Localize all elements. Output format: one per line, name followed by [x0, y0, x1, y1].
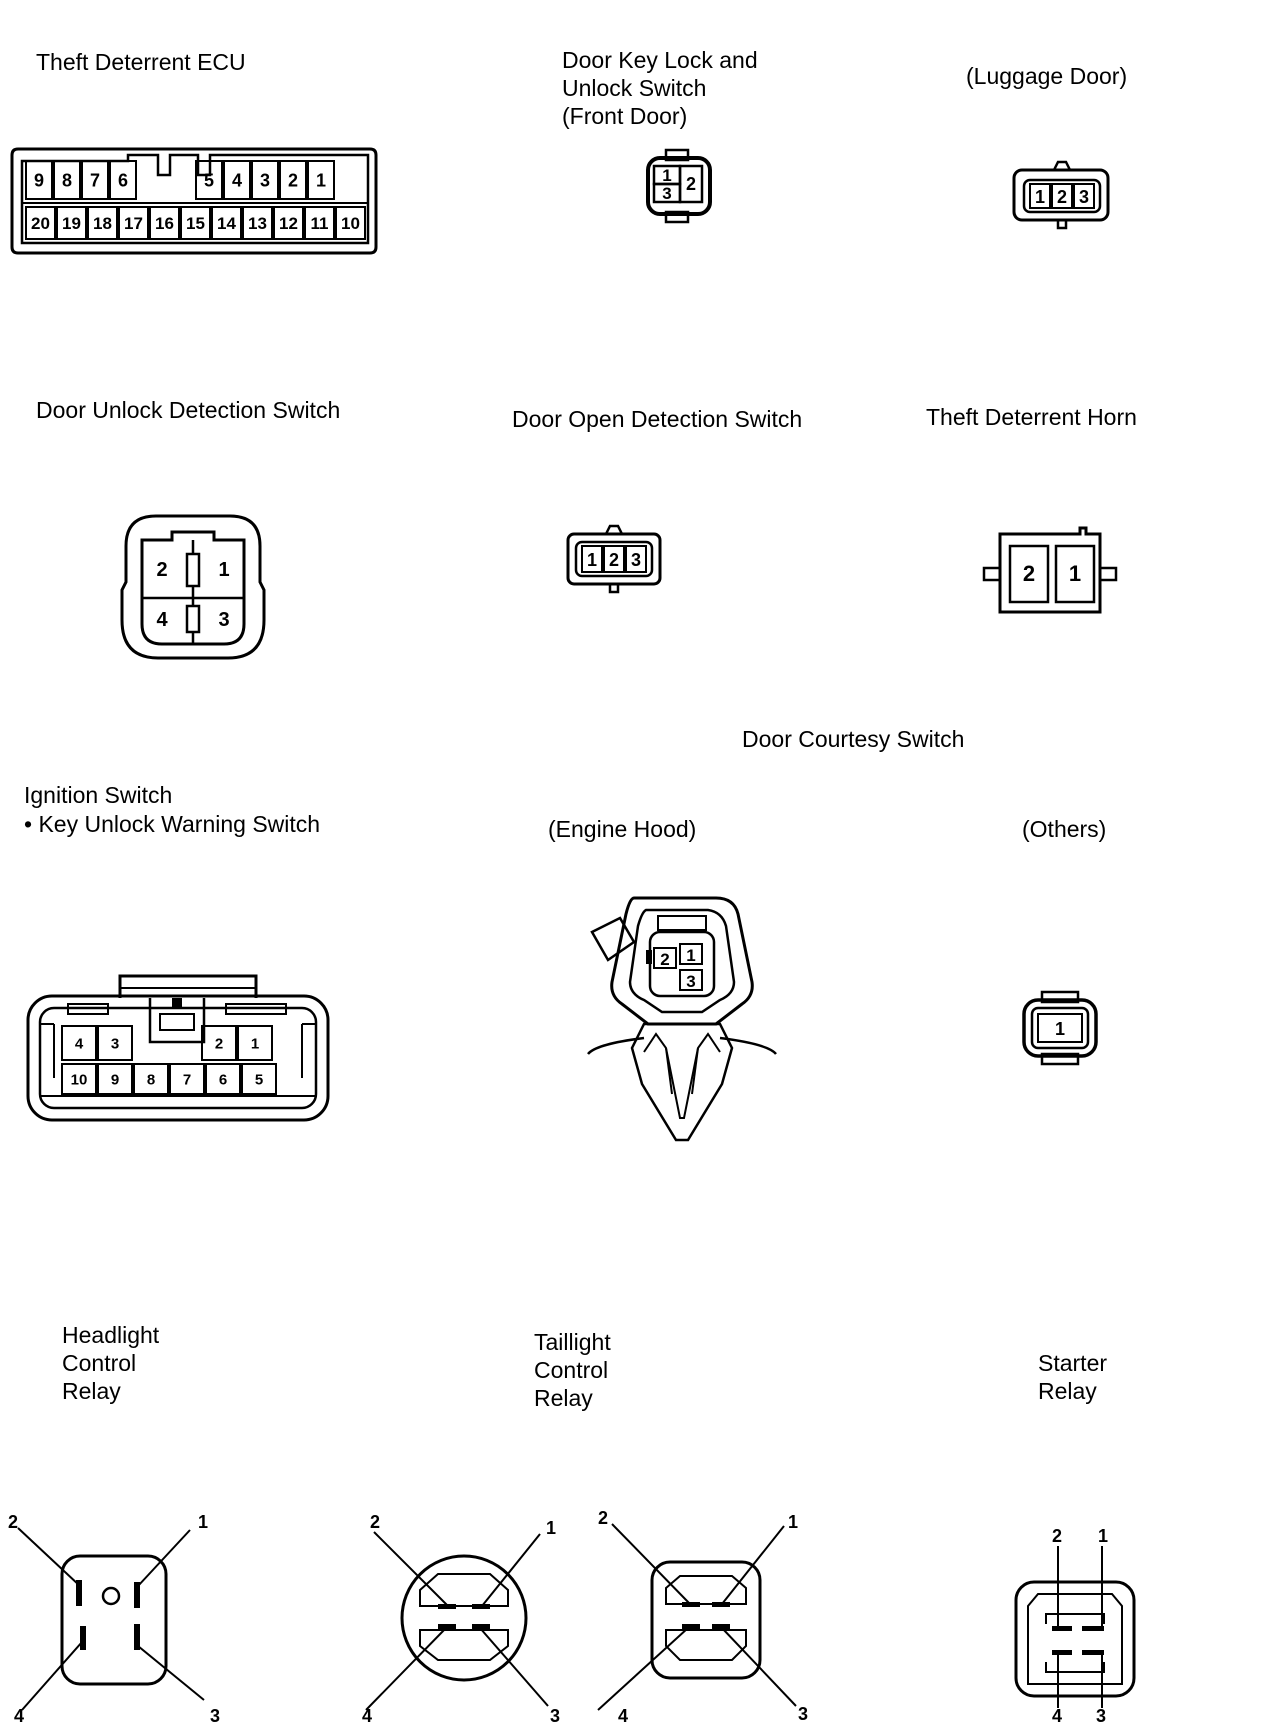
- open-detect-pin-1: 1: [586, 550, 598, 570]
- engine-hood-pin-3: 3: [686, 972, 696, 991]
- headlight-pin-2: 2: [8, 1512, 19, 1532]
- ecu-pin-12: 12: [279, 214, 298, 234]
- door-open-detection-connector: [564, 520, 664, 600]
- taillight-square-pin-3: 3: [798, 1704, 809, 1724]
- taillight-relay-label: Taillight Control Relay: [534, 1329, 611, 1411]
- ecu-pin-17: 17: [124, 214, 143, 234]
- open-detect-pin-3: 3: [630, 550, 642, 570]
- unlock-detect-pin-1: 1: [218, 559, 230, 581]
- unlock-detect-pin-3: 3: [218, 609, 230, 631]
- ecu-pin-9: 9: [33, 170, 45, 191]
- starter-relay-diagram: [1010, 1508, 1140, 1724]
- ecu-pin-20: 20: [31, 214, 50, 234]
- ecu-pin-15: 15: [186, 214, 205, 234]
- taillight-relay-square-diagram: [584, 1500, 814, 1724]
- horn-pin-2: 2: [1022, 561, 1036, 586]
- theft-ecu-label: Theft Deterrent ECU: [36, 49, 246, 75]
- ignition-pin-1: 1: [250, 1035, 260, 1053]
- ignition-pin-7: 7: [182, 1071, 192, 1089]
- starter-relay-label: Starter Relay: [1038, 1350, 1108, 1404]
- taillight-square-pin-1: 1: [788, 1512, 799, 1532]
- ignition-switch-connector: [24, 968, 334, 1128]
- others-label: (Others): [1022, 816, 1107, 842]
- headlight-relay-diagram: [0, 1500, 240, 1724]
- ignition-pin-6: 6: [218, 1071, 228, 1089]
- ecu-pin-7: 7: [89, 170, 101, 191]
- horn-pin-1: 1: [1068, 561, 1082, 586]
- door-open-detection-label: Door Open Detection Switch: [512, 406, 803, 432]
- unlock-detect-pin-4: 4: [156, 609, 168, 631]
- ecu-pin-5: 5: [203, 170, 215, 191]
- taillight-square-pin-2: 2: [598, 1508, 609, 1528]
- luggage-door-label: (Luggage Door): [966, 63, 1128, 89]
- headlight-pin-1: 1: [198, 1512, 209, 1532]
- door-key-lock-label: Door Key Lock and Unlock Switch (Front Door): [562, 47, 758, 129]
- ecu-pin-19: 19: [62, 214, 81, 234]
- starter-pin-3: 3: [1096, 1706, 1107, 1724]
- door-courtesy-label: Door Courtesy Switch: [742, 726, 965, 752]
- taillight-round-pin-1: 1: [546, 1518, 557, 1538]
- door-unlock-detection-label: Door Unlock Detection Switch: [36, 397, 341, 423]
- taillight-square-pin-4: 4: [618, 1706, 629, 1724]
- ignition-pin-2: 2: [214, 1035, 224, 1053]
- key-lock-pin-2: 2: [685, 174, 697, 194]
- headlight-pin-4: 4: [14, 1706, 25, 1724]
- taillight-round-pin-4: 4: [362, 1706, 373, 1724]
- door-unlock-detection-connector: [118, 512, 268, 662]
- engine-hood-pin-1: 1: [686, 946, 696, 965]
- theft-horn-connector: [980, 518, 1126, 618]
- ecu-pin-6: 6: [117, 170, 129, 191]
- ecu-pin-8: 8: [61, 170, 73, 191]
- theft-ecu-connector: [8, 145, 380, 257]
- ecu-pin-11: 11: [310, 214, 329, 234]
- engine-hood-connector: [584, 888, 780, 1144]
- ignition-pin-3: 3: [110, 1035, 120, 1053]
- theft-horn-label: Theft Deterrent Horn: [926, 404, 1137, 430]
- ignition-switch-label: Ignition Switch: [24, 782, 173, 808]
- taillight-relay-round-diagram: [354, 1510, 564, 1724]
- ecu-pin-13: 13: [248, 214, 267, 234]
- open-detect-pin-2: 2: [608, 550, 620, 570]
- starter-pin-2: 2: [1052, 1526, 1063, 1546]
- door-key-lock-connector: [640, 148, 720, 226]
- others-connector: [1018, 988, 1104, 1068]
- ecu-pin-1: 1: [315, 170, 327, 191]
- ecu-pin-16: 16: [155, 214, 174, 234]
- key-lock-pin-3: 3: [662, 184, 672, 203]
- key-unlock-warning-label: • Key Unlock Warning Switch: [24, 811, 321, 837]
- ignition-pin-4: 4: [74, 1035, 84, 1053]
- starter-pin-1: 1: [1098, 1526, 1109, 1546]
- engine-hood-label: (Engine Hood): [548, 816, 697, 842]
- ecu-pin-2: 2: [287, 170, 299, 191]
- luggage-pin-3: 3: [1078, 187, 1090, 207]
- ecu-pin-4: 4: [231, 170, 243, 191]
- luggage-pin-1: 1: [1034, 187, 1046, 207]
- luggage-pin-2: 2: [1056, 187, 1068, 207]
- others-pin-1: 1: [1054, 1019, 1066, 1039]
- headlight-relay-label: Headlight Control Relay: [62, 1322, 160, 1404]
- ignition-pin-5: 5: [254, 1071, 264, 1089]
- ignition-pin-9: 9: [110, 1071, 120, 1089]
- starter-pin-4: 4: [1052, 1706, 1063, 1724]
- ignition-pin-10: 10: [70, 1071, 88, 1089]
- ecu-pin-10: 10: [341, 214, 360, 234]
- taillight-round-pin-3: 3: [550, 1706, 561, 1724]
- key-lock-pin-1: 1: [662, 166, 672, 185]
- taillight-round-pin-2: 2: [370, 1512, 381, 1532]
- unlock-detect-pin-2: 2: [156, 559, 168, 581]
- ecu-pin-14: 14: [217, 214, 236, 234]
- ecu-pin-3: 3: [259, 170, 271, 191]
- luggage-door-connector: [1010, 156, 1110, 236]
- ignition-pin-8: 8: [146, 1071, 156, 1089]
- ecu-pin-18: 18: [93, 214, 112, 234]
- headlight-pin-3: 3: [210, 1706, 221, 1724]
- engine-hood-pin-2: 2: [660, 950, 670, 969]
